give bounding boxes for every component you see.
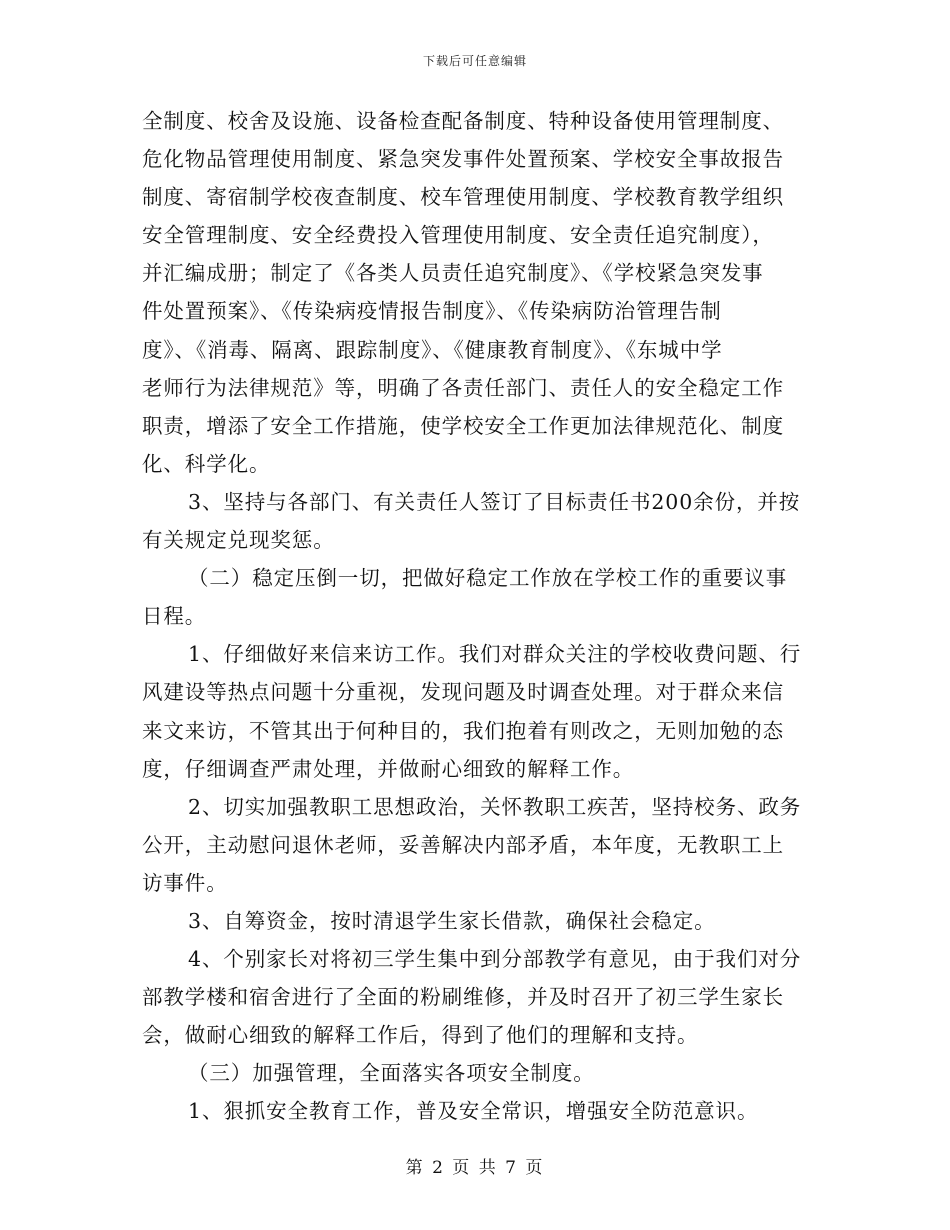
page-header: 下载后可任意编辑 bbox=[422, 54, 527, 68]
document-body bbox=[142, 102, 810, 1131]
text-line: 件处置预案》、《传染病疫情报告制度》、《传染病防治管理告制 bbox=[142, 299, 722, 324]
paragraph-start: 3、坚持与各部门、有关责任人签订了目标责任书200余份，并按 bbox=[188, 489, 801, 514]
text-line: 制度、寄宿制学校夜查制度、校车管理使用制度、学校教育教学组织 bbox=[142, 185, 784, 210]
page-number: 第 2 页 共 7 页 bbox=[405, 1158, 545, 1178]
text-line: 化、科学化。 bbox=[142, 451, 271, 476]
text-line: 安全管理制度、安全经费投入管理使用制度、安全责任追究制度）， bbox=[142, 223, 774, 248]
section-heading: （二）稳定压倒一切，把做好稳定工作放在学校工作的重要议事 bbox=[188, 566, 788, 591]
text-line: 并汇编成册；制定了《各类人员责任追究制度》、《学校紧急突发事 bbox=[142, 261, 764, 286]
paragraph-start: 1、仔细做好来信来访工作。我们对群众关注的学校收费问题、行 bbox=[188, 642, 802, 667]
text-line: 日程。 bbox=[142, 604, 207, 629]
text-line: 公开，主动慰问退休老师，妥善解决内部矛盾，本年度，无教职工上 bbox=[142, 832, 784, 857]
text-line: 度》、《消毒、隔离、跟踪制度》、《健康教育制度》、《东城中学 bbox=[142, 337, 723, 362]
text-line: 老师行为法律规范》等，明确了各责任部门、责任人的安全稳定工作 bbox=[142, 375, 784, 400]
paragraph-start: 2、切实加强教职工思想政治，关怀教职工疾苦，坚持校务、政务 bbox=[188, 794, 802, 819]
paragraph-start: 3、自筹资金，按时清退学生家长借款，确保社会稳定。 bbox=[188, 908, 716, 933]
section-heading: （三）加强管理，全面落实各项安全制度。 bbox=[188, 1061, 595, 1086]
text-line: 风建设等热点问题十分重视，发现问题及时调查处理。对于群众来信 bbox=[142, 680, 784, 705]
paragraph-start: 4、个别家长对将初三学生集中到分部教学有意见，由于我们对分 bbox=[188, 947, 802, 972]
paragraph-start: 1、狠抓安全教育工作，普及安全常识，增强安全防范意识。 bbox=[188, 1099, 759, 1124]
text-line: 危化物品管理使用制度、紧急突发事件处置预案、学校安全事故报告 bbox=[142, 147, 784, 172]
text-line: 来文来访，不管其出于何种目的，我们抱着有则改之，无则加勉的态 bbox=[142, 718, 784, 743]
text-line: 会，做耐心细致的解释工作后，得到了他们的理解和支持。 bbox=[142, 1023, 699, 1048]
text-line: 度，仔细调查严肃处理，并做耐心细致的解释工作。 bbox=[142, 756, 635, 781]
text-line: 访事件。 bbox=[142, 870, 228, 895]
text-line: 职责，增添了安全工作措施，使学校安全工作更加法律规范化、制度 bbox=[142, 413, 784, 438]
text-line: 全制度、校舍及设施、设备检查配备制度、特种设备使用管理制度、 bbox=[142, 109, 784, 133]
text-line: 有关规定兑现奖惩。 bbox=[142, 528, 335, 553]
text-line: 部教学楼和宿舍进行了全面的粉刷维修，并及时召开了初三学生家长 bbox=[142, 985, 784, 1010]
